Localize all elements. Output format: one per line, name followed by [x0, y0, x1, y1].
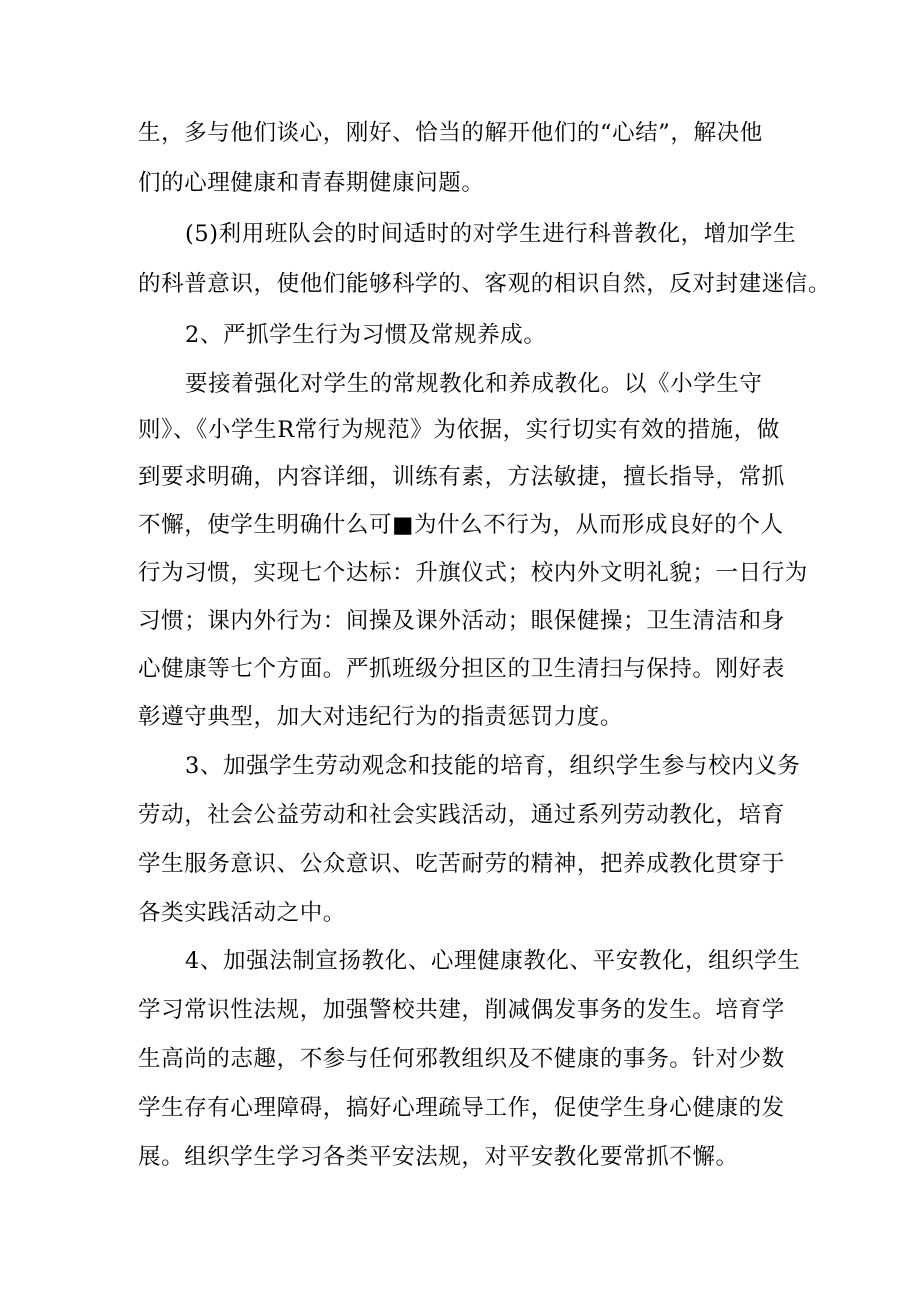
text-line: 学生存有心理障碍，搞好心理疏导工作，促使学生身心健康的发 — [138, 1095, 785, 1121]
text-line: 彰遵守典型，加大对违纪行为的指责惩罚力度。 — [138, 704, 624, 730]
text-line: 不懈，使学生明确什么可■为什么不行为，从而形成良好的个人 — [138, 512, 784, 538]
text-line: 们的心理健康和青春期健康问题。 — [138, 170, 485, 196]
text-line: 学生服务意识、公众意识、吃苦耐劳的精神，把养成教化贯穿于 — [138, 851, 785, 877]
section-heading: 2、严抓学生行为习惯及常规养成。 — [185, 322, 547, 348]
text-line: 行为习惯，实现七个达标：升旗仪式；校内外文明礼貌；一日行为 — [138, 560, 808, 586]
text-line: 到要求明确，内容详细，训练有素，方法敏捷，擅长指导，常抓 — [138, 464, 785, 490]
text-line: 则》、《小学生R常行为规范》为依据，实行切实有效的措施，做 — [138, 417, 780, 443]
text-line: 学习常识性法规，加强警校共建，削减偶发事务的发生。培育学 — [138, 997, 785, 1023]
text-line: 心健康等七个方面。严抓班级分担区的卫生清扫与保持。刚好表 — [138, 656, 785, 682]
text-line: 要接着强化对学生的常规教化和养成教化。以《小学生守 — [185, 371, 763, 397]
text-line: 各类实践活动之中。 — [138, 900, 346, 926]
text-line: 4、加强法制宣扬教化、心理健康教化、平安教化，组织学生 — [185, 948, 801, 974]
text-line: 生，多与他们谈心，刚好、恰当的解开他们的“心结”，解决他 — [138, 120, 763, 146]
text-line: 3、加强学生劳动观念和技能的培育，组织学生参与校内义务 — [185, 753, 801, 779]
text-line: (5)利用班队会的时间适时的对学生进行科普教化，增加学生 — [185, 221, 797, 247]
text-line: 展。组织学生学习各类平安法规，对平安教化要常抓不懈。 — [138, 1144, 739, 1170]
text-line: 的科普意识，使他们能够科学的、客观的相识自然，反对封建迷信。 — [138, 271, 832, 297]
text-line: 生高尚的志趣，不参与任何邪教组织及不健康的事务。针对少数 — [138, 1046, 785, 1072]
text-line: 习惯；课内外行为：间操及课外活动；眼保健操；卫生清洁和身 — [138, 608, 785, 634]
text-line: 劳动，社会公益劳动和社会实践活动，通过系列劳动教化，培育 — [138, 802, 785, 828]
